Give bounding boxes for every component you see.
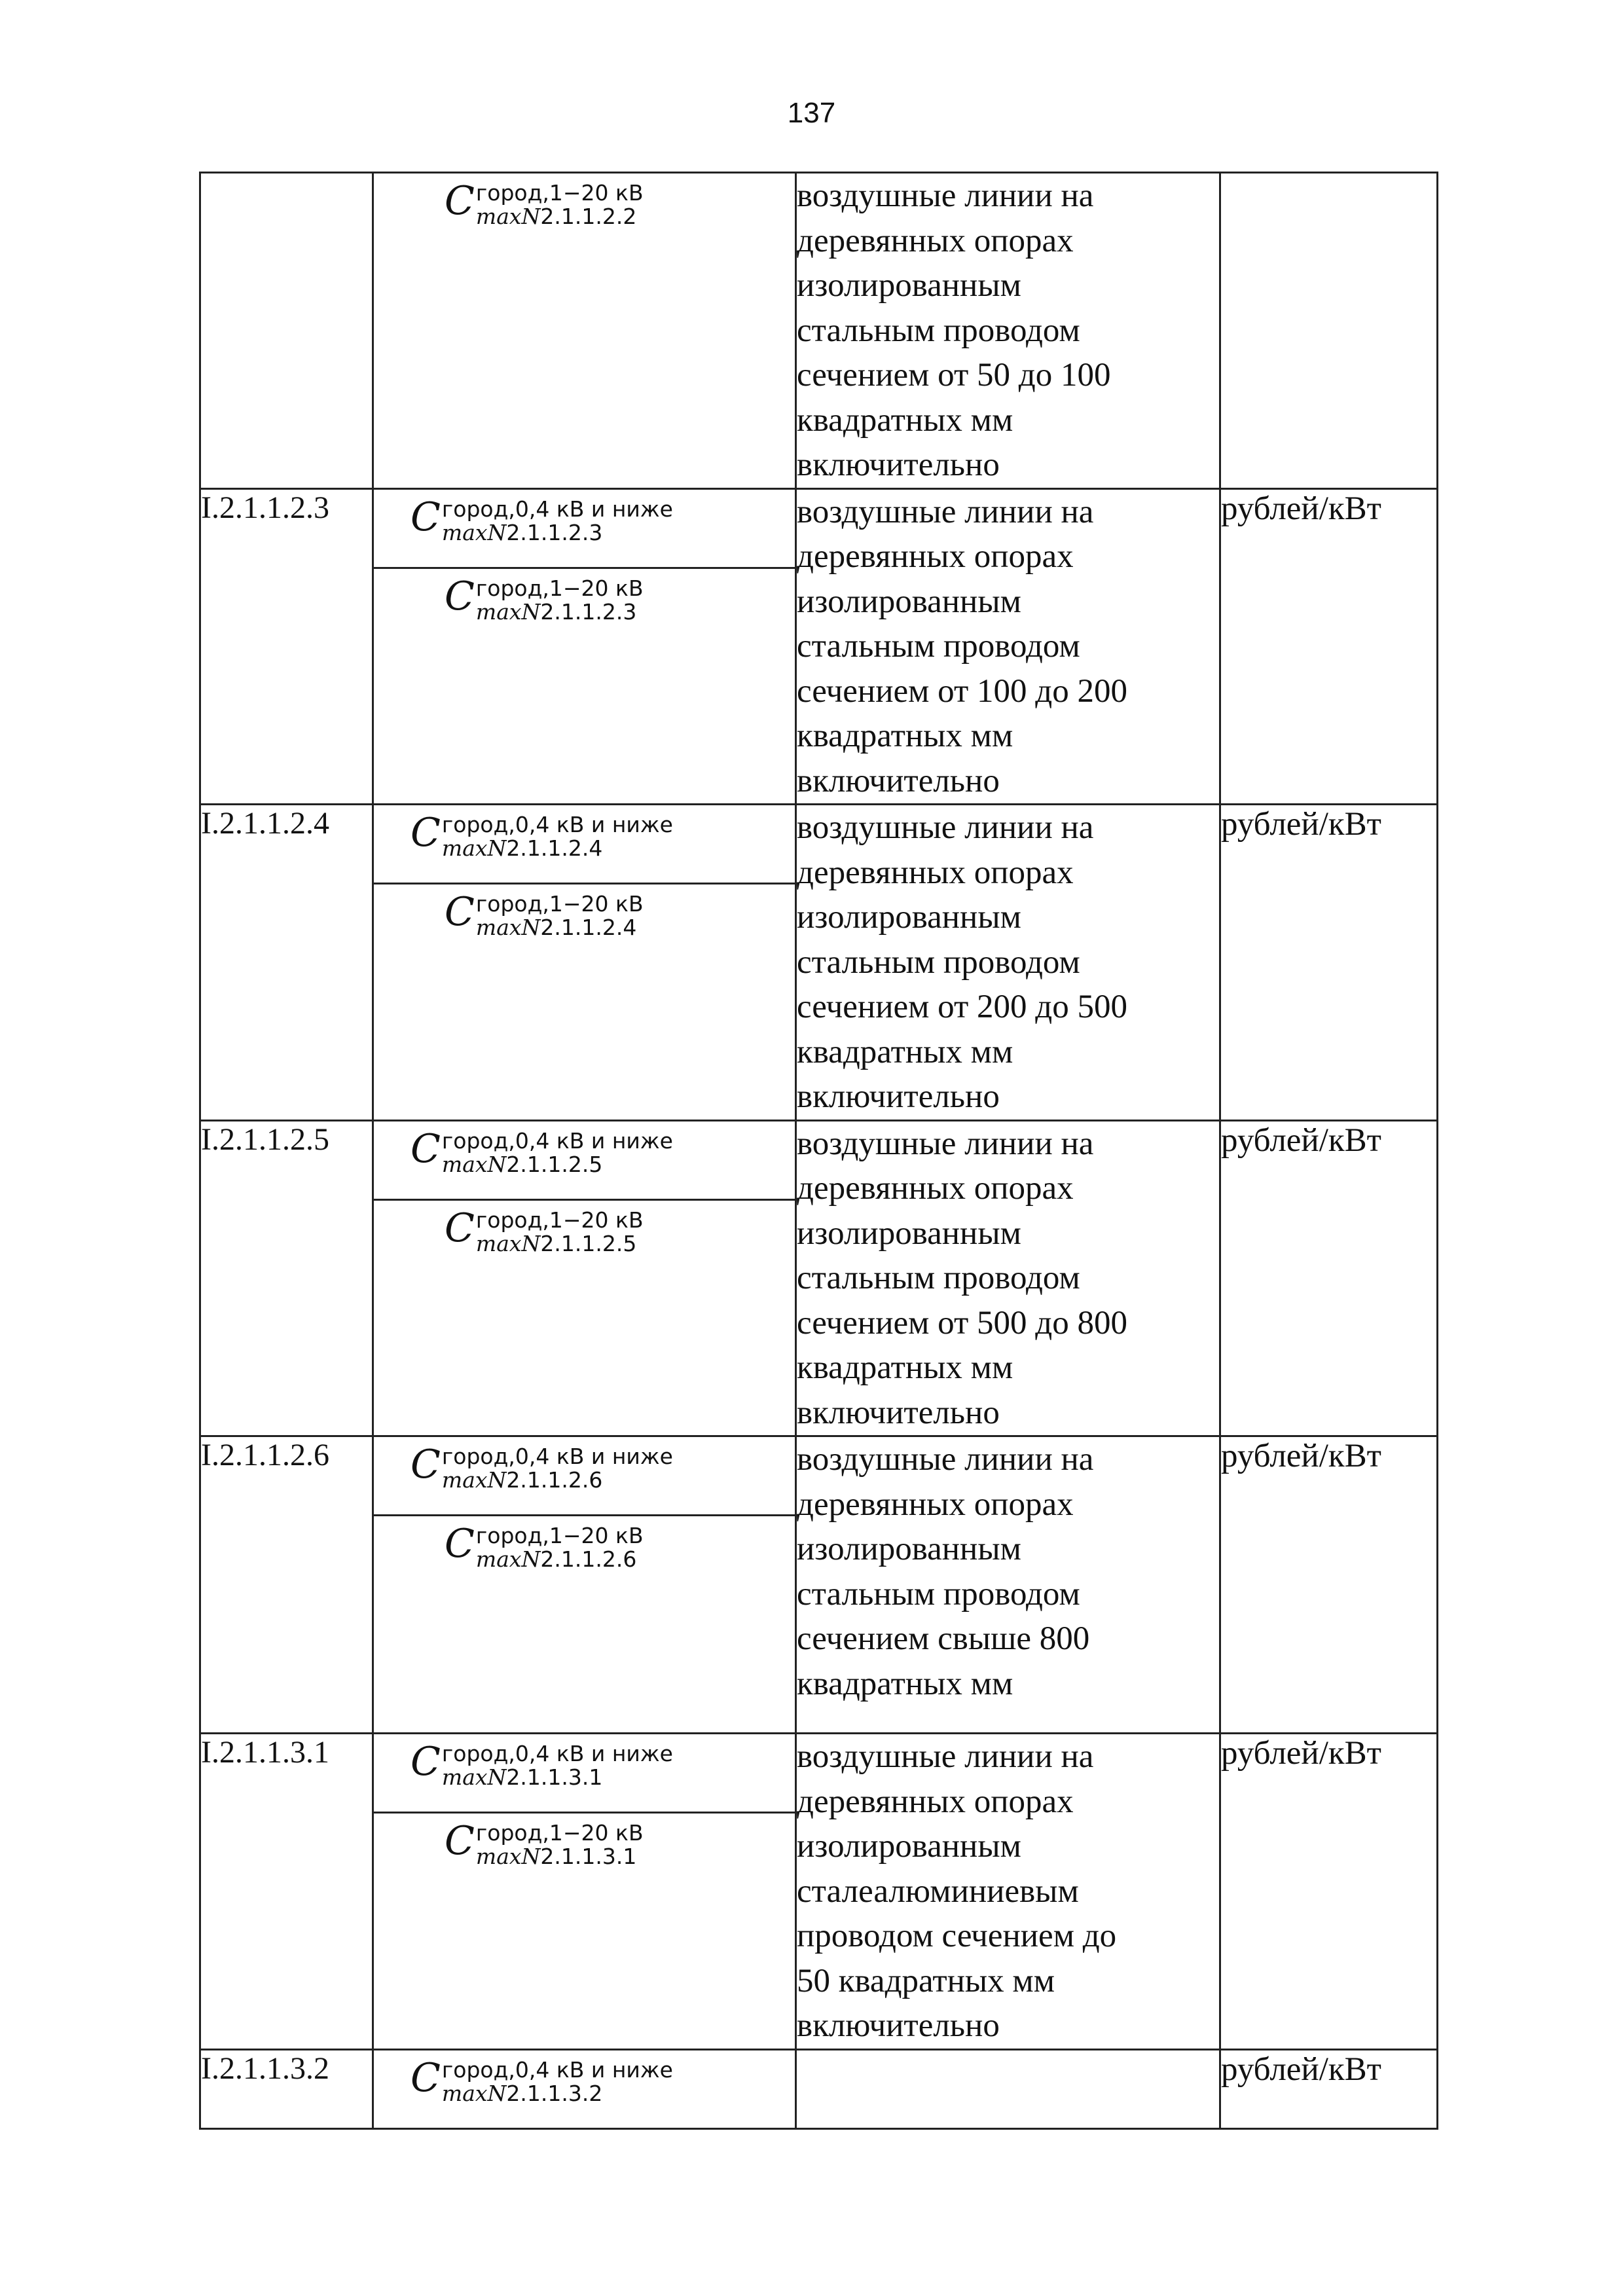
- formula-block: [374, 1437, 795, 1516]
- table-row: [200, 1734, 1438, 2050]
- description-line: стальным проводом: [797, 628, 1080, 665]
- formula: [374, 2050, 795, 2105]
- formula-scripts: [476, 1209, 644, 1256]
- formula-symbol: C: [445, 573, 475, 619]
- description-line: включительно: [797, 762, 1000, 799]
- row-code: I.2.1.1.2.4: [200, 805, 373, 1121]
- formula-superscript: город,0,4 кВ и ниже: [441, 1127, 673, 1154]
- description-line: воздушные линии на: [797, 1441, 1094, 1478]
- formula: [374, 1437, 795, 1492]
- formula-subscript-index: 2.1.1.2.6: [506, 1467, 603, 1493]
- row-unit: рублей/кВт: [1220, 1734, 1438, 2050]
- formula-subscript-prefix: maxN: [475, 1546, 541, 1572]
- row-unit: рублей/кВт: [1220, 1436, 1438, 1734]
- formula-symbol: C: [445, 1521, 475, 1567]
- formula-subscript: [476, 916, 644, 939]
- formula-subscript-index: 2.1.1.2.5: [506, 1151, 603, 1177]
- description-line: включительно: [797, 1078, 1000, 1115]
- row-unit: рублей/кВт: [1220, 2049, 1438, 2128]
- formula-superscript: город,0,4 кВ и ниже: [441, 1444, 673, 1469]
- formula: [374, 1121, 795, 1176]
- formula-block: [374, 805, 795, 884]
- description-line: сечением от 100 до 200: [797, 672, 1127, 710]
- table-row: [200, 1120, 1438, 1436]
- table-row: [200, 1436, 1438, 1734]
- formula-cell: [373, 173, 796, 489]
- description-line: деревянных опорах: [797, 538, 1074, 575]
- description-line: стальным проводом: [797, 312, 1080, 349]
- description-line: деревянных опорах: [797, 1485, 1074, 1523]
- formula-block: [374, 1734, 795, 1813]
- description-line: изолированным: [797, 267, 1021, 304]
- formula-scripts: [476, 1524, 644, 1571]
- row-code: I.2.1.1.2.5: [200, 1120, 373, 1436]
- formula: [374, 884, 795, 939]
- formula-scripts: [442, 2058, 673, 2105]
- formula-subscript: [476, 205, 644, 228]
- description-line: деревянных опорах: [797, 1783, 1074, 1820]
- formula-subscript: [476, 1548, 644, 1571]
- description-line: стальным проводом: [797, 1260, 1080, 1296]
- row-code: I.2.1.1.3.1: [200, 1734, 373, 2050]
- description-line: сечением от 200 до 500: [797, 989, 1127, 1025]
- formula-subscript: [476, 1232, 644, 1256]
- formula-cell: [373, 805, 796, 1121]
- formula: [374, 1813, 795, 1868]
- formula-block: [374, 884, 795, 962]
- formula-superscript: город,1−20 кВ: [475, 891, 644, 917]
- formula-scripts: [476, 892, 644, 939]
- formula-subscript-index: 2.1.1.2.5: [540, 1230, 637, 1256]
- description-line: 50 квадратных мм: [797, 1962, 1055, 1999]
- formula-subscript-prefix: maxN: [441, 1151, 507, 1177]
- formula-superscript: город,1−20 кВ: [475, 575, 644, 601]
- formula-subscript-index: 2.1.1.3.2: [506, 2080, 603, 2106]
- description-line: включительно: [797, 1394, 1000, 1431]
- formula-symbol: C: [445, 889, 475, 935]
- row-unit: рублей/кВт: [1220, 1120, 1438, 1436]
- formula-symbol: C: [410, 494, 441, 540]
- formula-subscript-prefix: maxN: [475, 204, 541, 229]
- formula-subscript-index: 2.1.1.3.1: [506, 1764, 603, 1790]
- formula-superscript: город,0,4 кВ и ниже: [441, 812, 673, 837]
- description-line: сечением от 500 до 800: [797, 1304, 1127, 1341]
- formula-scripts: [442, 1742, 673, 1789]
- formula-subscript-index: 2.1.1.2.2: [540, 204, 637, 229]
- row-description: [796, 488, 1220, 805]
- formula-symbol: C: [410, 1739, 441, 1785]
- formula: [374, 490, 795, 545]
- formula-block: [374, 569, 795, 646]
- formula-block: [374, 1516, 795, 1594]
- description-line: сечением от 50 до 100: [797, 357, 1111, 393]
- table-row: [200, 2049, 1438, 2128]
- formula: [374, 1734, 795, 1789]
- formula-scripts: [442, 1445, 673, 1492]
- formula-cell: [373, 2049, 796, 2128]
- formula-subscript: [442, 521, 673, 545]
- formula-symbol: C: [410, 1442, 441, 1487]
- row-code: [200, 173, 373, 489]
- description-line: квадратных мм: [797, 401, 1013, 439]
- formula-subscript-index: 2.1.1.2.4: [540, 915, 637, 940]
- formula-subscript-prefix: maxN: [441, 1764, 507, 1790]
- row-unit: рублей/кВт: [1220, 805, 1438, 1121]
- description-line: деревянных опорах: [797, 222, 1074, 259]
- description-line: деревянных опорах: [797, 854, 1074, 891]
- description-line: воздушные линии на: [797, 1738, 1094, 1775]
- description-line: стальным проводом: [797, 943, 1080, 981]
- formula-symbol: C: [445, 178, 475, 224]
- row-code: I.2.1.1.2.3: [200, 488, 373, 805]
- formula-block: [374, 1201, 795, 1278]
- formula-block: [374, 490, 795, 569]
- description-line: включительно: [797, 446, 1000, 483]
- formula-subscript-index: 2.1.1.2.3: [506, 519, 603, 545]
- formula: [374, 569, 795, 624]
- formula-scripts: [442, 813, 673, 860]
- row-description: [796, 1436, 1220, 1734]
- formula-subscript-index: 2.1.1.2.6: [540, 1546, 637, 1572]
- description-line: квадратных мм: [797, 1665, 1013, 1702]
- tariff-table: [199, 172, 1438, 2130]
- formula-subscript-prefix: maxN: [475, 598, 541, 625]
- formula-superscript: город,0,4 кВ и ниже: [441, 1741, 673, 1766]
- formula-symbol: C: [445, 1818, 475, 1864]
- description-line: воздушные линии на: [797, 177, 1094, 214]
- formula-subscript-index: 2.1.1.3.1: [540, 1844, 637, 1869]
- description-line: воздушные линии на: [797, 493, 1094, 530]
- row-description: [796, 173, 1220, 489]
- table-row: [200, 488, 1438, 805]
- formula: [374, 1516, 795, 1571]
- table-row: [200, 173, 1438, 489]
- formula-subscript: [442, 1766, 673, 1789]
- table-body: [200, 173, 1438, 2129]
- description-line: изолированным: [797, 583, 1021, 620]
- formula-block: [374, 2050, 795, 2128]
- description-line: изолированным: [797, 1828, 1021, 1865]
- formula-scripts: [442, 1129, 673, 1176]
- table-row: [200, 805, 1438, 1121]
- formula-superscript: город,1−20 кВ: [475, 1820, 644, 1846]
- formula: [374, 805, 795, 860]
- formula-symbol: C: [410, 2054, 441, 2101]
- formula-superscript: город,1−20 кВ: [475, 1523, 644, 1548]
- row-description: [796, 1734, 1220, 2050]
- row-description: [796, 1120, 1220, 1436]
- formula-symbol: C: [410, 1125, 441, 1172]
- description-line: стальным проводом: [797, 1575, 1080, 1613]
- formula-scripts: [476, 1821, 644, 1868]
- formula-cell: [373, 1734, 796, 2050]
- row-unit: [1220, 173, 1438, 489]
- description-line: проводом сечением до: [797, 1918, 1117, 1954]
- formula: [374, 173, 795, 228]
- page-number: 137: [787, 97, 836, 129]
- formula-symbol: C: [410, 810, 441, 856]
- description-line: включительно: [797, 2007, 1000, 2044]
- description-line: квадратных мм: [797, 1349, 1013, 1386]
- description-line: воздушные линии на: [797, 809, 1094, 846]
- formula-subscript-prefix: maxN: [441, 835, 507, 861]
- formula-cell: [373, 1120, 796, 1436]
- description-line: деревянных опорах: [797, 1170, 1074, 1207]
- row-description: [796, 805, 1220, 1121]
- formula-block: [374, 1121, 795, 1201]
- formula-subscript-prefix: maxN: [441, 1467, 507, 1493]
- description-line: изолированным: [797, 899, 1021, 936]
- formula-block: [374, 1813, 795, 1891]
- formula-subscript-index: 2.1.1.2.3: [540, 598, 637, 625]
- formula-subscript-prefix: maxN: [475, 1230, 541, 1256]
- description-line: квадратных мм: [797, 1033, 1013, 1070]
- formula-superscript: город,0,4 кВ и ниже: [441, 496, 673, 522]
- formula-subscript-prefix: maxN: [475, 1844, 541, 1869]
- formula-cell: [373, 1436, 796, 1734]
- formula-subscript-prefix: maxN: [441, 519, 507, 545]
- formula-superscript: город,1−20 кВ: [475, 180, 644, 206]
- formula-subscript-prefix: maxN: [475, 915, 541, 940]
- formula-block: [374, 173, 795, 251]
- formula-scripts: [476, 577, 644, 624]
- formula-scripts: [476, 181, 644, 228]
- description-line: воздушные линии на: [797, 1125, 1094, 1162]
- row-code: I.2.1.1.3.2: [200, 2049, 373, 2128]
- formula-subscript: [442, 1468, 673, 1492]
- description-line: квадратных мм: [797, 718, 1013, 754]
- formula-superscript: город,0,4 кВ и ниже: [441, 2056, 673, 2083]
- formula-subscript: [476, 1845, 644, 1868]
- formula-cell: [373, 488, 796, 805]
- formula-subscript: [476, 600, 644, 624]
- formula-scripts: [442, 498, 673, 545]
- formula-subscript: [442, 2082, 673, 2105]
- formula-superscript: город,1−20 кВ: [475, 1207, 644, 1233]
- row-code: I.2.1.1.2.6: [200, 1436, 373, 1734]
- description-line: сталеалюминиевым: [797, 1872, 1079, 1910]
- description-line: изолированным: [797, 1214, 1021, 1252]
- row-description: [796, 2049, 1220, 2128]
- formula-subscript-index: 2.1.1.2.4: [506, 835, 603, 861]
- formula-subscript: [442, 1153, 673, 1176]
- row-unit: рублей/кВт: [1220, 488, 1438, 805]
- formula-subscript: [442, 837, 673, 860]
- description-line: изолированным: [797, 1531, 1021, 1567]
- formula: [374, 1201, 795, 1256]
- formula-subscript-prefix: maxN: [441, 2080, 507, 2106]
- formula-symbol: C: [445, 1205, 475, 1251]
- description-line: сечением свыше 800: [797, 1620, 1090, 1657]
